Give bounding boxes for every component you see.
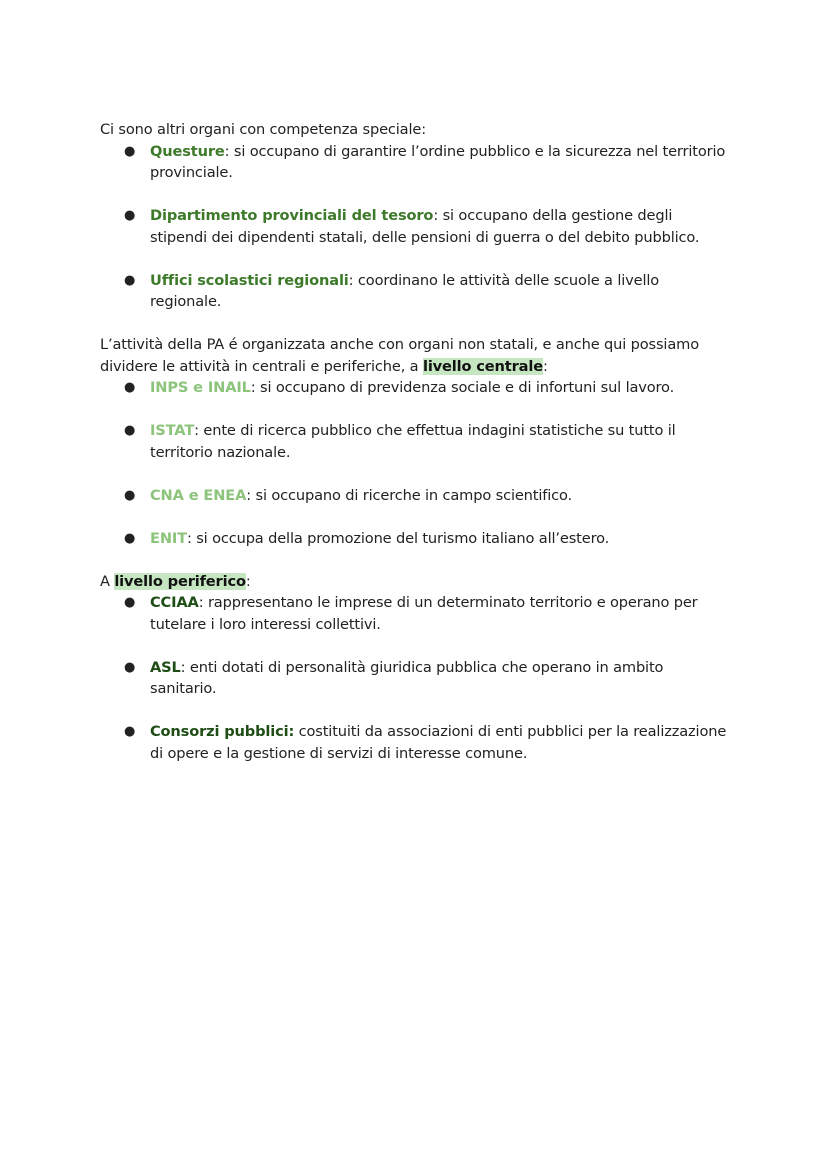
list-item-cciaa: [100, 592, 730, 635]
term-uffici-scolastici: Uffici scolastici regionali: [150, 271, 349, 289]
list-item-tesoro: [100, 205, 730, 248]
term-cna-enea: CNA e ENEA: [150, 486, 247, 504]
section2-intro-text: L’attività della PA é organizzata anche con organi non statali, e anche qui possiamo dividere le attività in centrali e periferiche, a: [100, 336, 699, 375]
desc-enit: : si occupa della promozione del turismo italiano all’estero.: [186, 529, 610, 547]
spacer: [100, 549, 730, 571]
bullet-icon: ●: [124, 659, 136, 675]
list-item-istat: [100, 420, 730, 463]
list-item-inps-inail: [100, 377, 730, 399]
section2-list: [100, 377, 730, 549]
section1-list: [100, 141, 730, 313]
desc-questure: : si occupano di garantire l’ordine pubblico e la sicurezza nel territorio provinciale.: [150, 142, 726, 181]
spacer: [100, 313, 730, 335]
list-item-questure: [100, 141, 730, 184]
highlight-livello-centrale: livello centrale: [422, 357, 543, 375]
list-item-enit: [100, 528, 730, 550]
term-tesoro: Dipartimento provinciali del tesoro: [150, 207, 434, 224]
list-item-cna-enea: [100, 485, 730, 507]
desc-tesoro: : si occupano della gestione degli stipendi dei dipendenti statali, delle pensioni di guerra o del debito pubblico.: [150, 207, 700, 246]
term-questure: Questure: [150, 142, 225, 160]
desc-uffici-scolastici: : coordinano le attività delle scuole a livello regionale.: [150, 271, 660, 310]
section2-intro: [100, 334, 730, 377]
bullet-icon: ●: [124, 143, 136, 159]
bullet-icon: ●: [124, 595, 136, 610]
section3-intro-colon: :: [245, 572, 251, 590]
bullet-icon: ●: [124, 380, 136, 395]
bullet-icon: ●: [124, 208, 136, 223]
term-cciaa: CCIAA: [150, 594, 199, 611]
desc-consorzi: costituiti da associazioni di enti pubblici per la realizzazione di opere e la gestione di servizi di interesse comune.: [150, 723, 727, 762]
list-item-consorzi: [100, 721, 730, 764]
section2-intro-colon: :: [542, 357, 548, 375]
desc-asl: : enti dotati di personalità giuridica pubblica che operano in ambito sanitario.: [150, 658, 664, 697]
desc-cciaa: : rappresentano le imprese di un determinato territorio e operano per tutelare i loro interessi collettivi.: [150, 594, 698, 633]
bullet-icon: ●: [124, 724, 136, 739]
section1-intro: Ci sono altri organi con competenza speciale:: [100, 121, 426, 138]
desc-inps-inail: : si occupano di previdenza sociale e di infortuni sul lavoro.: [250, 379, 675, 396]
term-enit: ENIT: [150, 529, 187, 547]
term-istat: ISTAT: [150, 422, 195, 439]
highlight-livello-periferico: livello periferico: [114, 572, 246, 590]
list-item-asl: [100, 657, 730, 700]
desc-istat: : ente di ricerca pubblico che effettua indagini statistiche su tutto il territorio nazionale.: [150, 422, 676, 461]
bullet-icon: ●: [124, 530, 136, 546]
document-body: [100, 119, 730, 764]
section3-intro: [100, 571, 730, 593]
desc-cna-enea: : si occupano di ricerche in campo scientifico.: [246, 486, 573, 504]
term-asl: ASL: [150, 658, 181, 676]
list-item-uffici-scolastici: [100, 270, 730, 313]
bullet-icon: ●: [124, 272, 136, 288]
bullet-icon: ●: [124, 487, 136, 503]
bullet-icon: ●: [124, 423, 136, 438]
term-inps-inail: INPS e INAIL: [150, 379, 251, 396]
section3-intro-text: A: [100, 572, 115, 590]
section3-list: [100, 592, 730, 764]
term-consorzi: Consorzi pubblici:: [150, 723, 295, 740]
